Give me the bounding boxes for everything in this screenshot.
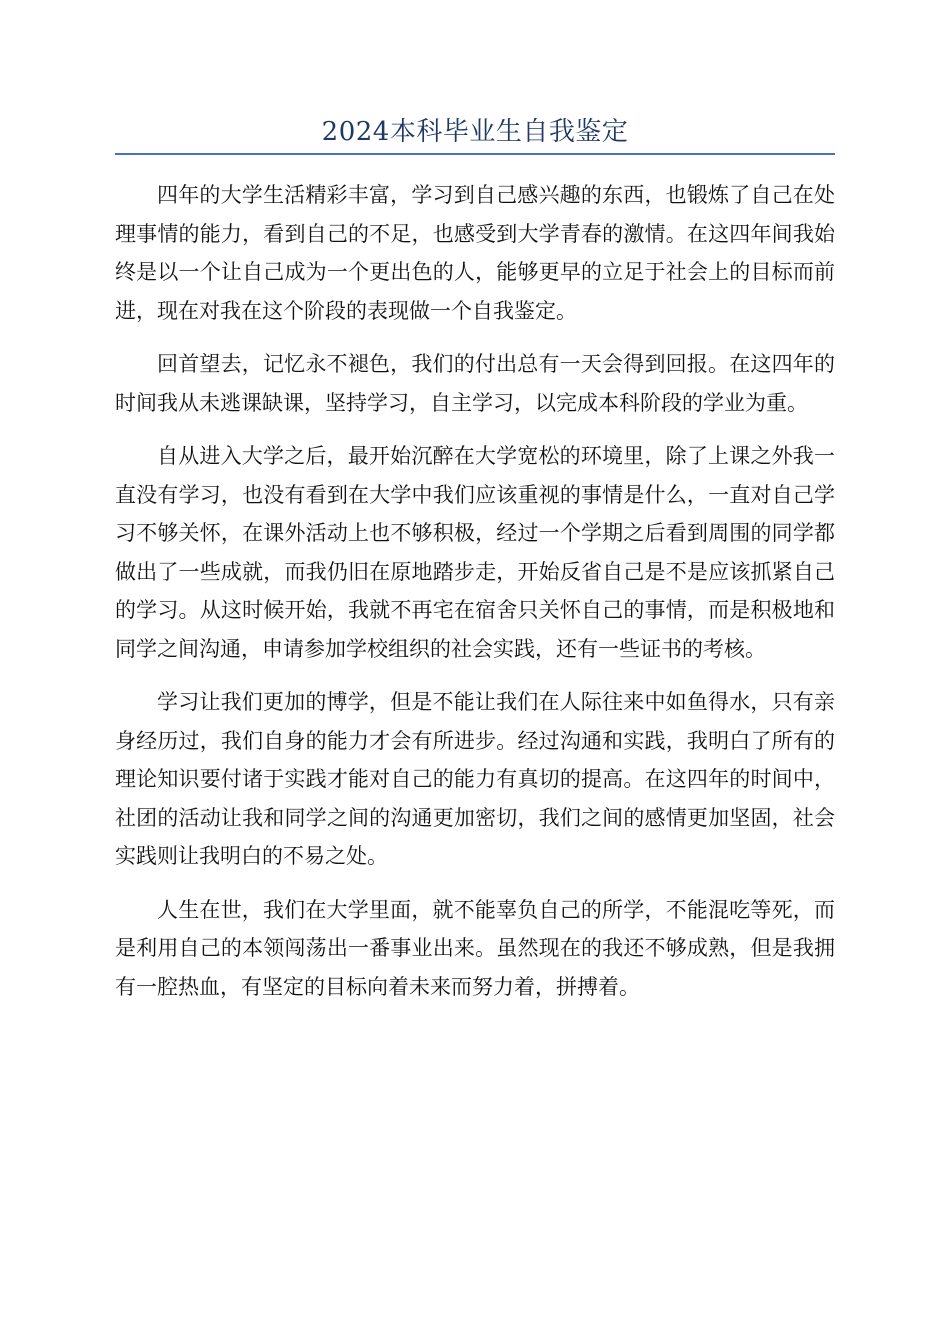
document-title: 2024本科毕业生自我鉴定	[321, 117, 629, 147]
paragraph-1: 四年的大学生活精彩丰富，学习到自己感兴趣的东西，也锻炼了自己在处理事情的能力，看到自己的不足，也感受到大学青春的激情。在这四年间我始终是以一个让自己成为一个更出色的人，能够更早的立足于社会上的目标而前进，现在对我在这个阶段的表现做一个自我鉴定。	[115, 183, 835, 323]
paragraph-5: 人生在世，我们在大学里面，就不能辜负自己的所学，不能混吃等死，而是利用自己的本领闯荡出一番事业出来。虽然现在的我还不够成熟，但是我拥有一腔热血，有坚定的目标向着未来而努力着，拼搏着。	[115, 897, 835, 999]
title-underline	[115, 153, 835, 155]
paragraph-3: 自从进入大学之后，最开始沉醉在大学宽松的环境里，除了上课之外我一直没有学习，也没有看到在大学中我们应该重视的事情是什么，一直对自己学习不够关怀，在课外活动上也不够积极，经过一个学期之后看到周围的同学都做出了一些成就，而我仍旧在原地踏步走，开始反省自己是不是应该抓紧自己的学习。从这时候开始，我就不再宅在宿舍只关怀自己的事情，而是积极地和同学之间沟通，申请参加学校组织的社会实践，还有一些证书的考核。	[115, 444, 835, 661]
paragraph-4: 学习让我们更加的博学，但是不能让我们在人际往来中如鱼得水，只有亲身经历过，我们自身的能力才会有所进步。经过沟通和实践，我明白了所有的理论知识要付诸于实践才能对自己的能力有真切的提高。在这四年的时间中，社团的活动让我和同学之间的沟通更加密切，我们之间的感情更加坚固，社会实践则让我明白的不易之处。	[115, 690, 835, 868]
document-body	[115, 176, 835, 1021]
paragraph-2: 回首望去，记忆永不褪色，我们的付出总有一天会得到回报。在这四年的时间我从未逃课缺课，坚持学习，自主学习，以完成本科阶段的学业为重。	[115, 352, 835, 415]
